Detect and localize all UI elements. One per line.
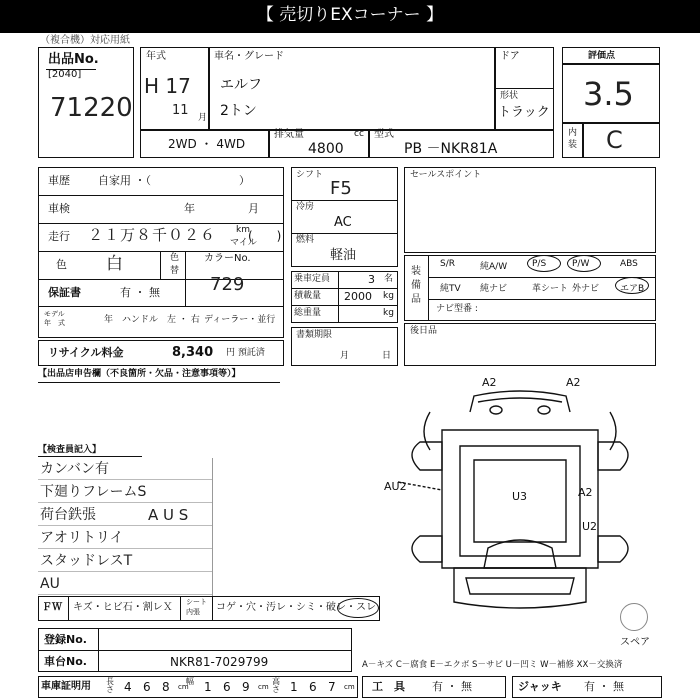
dims-label: 車庫証明用 — [41, 681, 91, 692]
year-month-unit: 月 — [198, 113, 208, 123]
sales-point-label: セールスポイント — [410, 170, 482, 180]
tools-value: 有 ・ 無 — [432, 680, 472, 693]
warranty-label: 保証書 — [48, 286, 81, 299]
dims-unit: cm — [178, 683, 189, 691]
header-subtitle: （複合機）対応用紙 — [40, 35, 130, 46]
dims-group-label: 長さ — [106, 677, 114, 694]
jack-value: 有 ・ 無 — [584, 680, 624, 693]
damage-mark: U2 — [582, 520, 598, 533]
equipment-option: P/W — [572, 259, 590, 269]
damage-mark: U3 — [512, 490, 528, 503]
mileage-unit-mile: マイル — [230, 238, 257, 248]
seats-value: 3 — [368, 273, 375, 286]
dims-digit: 1 — [290, 680, 298, 694]
defect-items: キズ・ヒビ石・割レＸ — [73, 602, 173, 613]
chassis-label: 車台No. — [44, 655, 87, 668]
seller-notes-label: 【出品店申告欄（不良箇所・欠品・注意事項等）】 — [38, 369, 241, 379]
equipment-option: エアB — [620, 284, 645, 294]
equipment-option: ABS — [620, 259, 638, 269]
recycle-label: リサイクル料金 — [48, 346, 124, 359]
inspector-note: 荷台鉄張 — [40, 507, 96, 523]
load-unit: kg — [383, 291, 394, 301]
damage-mark: A2 — [578, 486, 593, 499]
dims-digit: 9 — [242, 680, 250, 694]
handle-value: ハンドル 左 ・ 右 — [122, 315, 200, 325]
year-month: 11 — [172, 103, 189, 118]
vehicle-damage-diagram — [370, 372, 670, 612]
score-label: 評価点 — [588, 51, 616, 61]
dims-group-label: 幅 — [186, 677, 194, 686]
car-name: エルフ — [220, 77, 262, 93]
equipment-option: 外ナビ — [572, 284, 600, 294]
fuel-value: 軽油 — [330, 248, 357, 263]
color-code-value: 729 — [210, 274, 245, 295]
lot-tag: [2040] — [48, 69, 82, 80]
equipment-option: 純A/W — [480, 262, 508, 272]
registration-label: 登録No. — [44, 633, 87, 646]
mileage-unit-km: km — [236, 225, 250, 235]
mileage-value: ２１万８千０２６ — [88, 226, 217, 244]
equipment-option: 純TV — [440, 284, 461, 294]
load-label: 積載量 — [294, 291, 322, 301]
spare-label: スペア — [620, 637, 650, 648]
dims-unit: cm — [344, 683, 355, 691]
dims-digit: 8 — [162, 680, 170, 694]
dims-digit: 1 — [204, 680, 212, 694]
displacement-value: 4800 — [308, 141, 344, 157]
equipment-circle — [615, 277, 649, 294]
lot-label: 出品No. — [48, 52, 99, 67]
doc-deadline-month: 月 — [340, 351, 350, 361]
inspector-note: アオリトリイ — [40, 530, 124, 546]
equipment-label: 装備品 — [411, 266, 421, 305]
dims-digit: 6 — [143, 680, 151, 694]
color-value: 白 — [106, 254, 123, 274]
banner-title: 【 売切りEXコーナー 】 — [256, 5, 444, 25]
dealer-value: ディーラー・並行 — [204, 315, 276, 325]
color-swap-top: 色 — [170, 253, 180, 263]
spare-icon — [620, 603, 648, 631]
inspector-note: 下廻りフレームS — [40, 484, 147, 500]
dims-digit: 7 — [328, 680, 336, 694]
equipment-circle — [567, 255, 601, 272]
warranty-value: 有 ・ 無 — [120, 286, 160, 299]
displacement-label: 排気量 — [274, 129, 304, 140]
inspector-side-note: A U S — [148, 506, 189, 524]
door-label: ドア — [500, 51, 520, 62]
equipment-circle — [527, 255, 561, 272]
shape-label: 形状 — [500, 91, 519, 101]
lot-number: 71220 — [50, 93, 133, 123]
shaken-year-unit: 年 — [184, 202, 195, 215]
defect-seat-bottom: 内張 — [186, 608, 200, 616]
history-value: 自家用 ・（ ） — [98, 174, 250, 187]
chassis-value: NKR81-7029799 — [170, 655, 269, 669]
dims-unit: cm — [258, 683, 269, 691]
equipment-option: S/R — [440, 259, 455, 269]
defect-fw: ＦＷ — [42, 602, 62, 613]
inspector-note: AU — [40, 576, 60, 592]
dims-group-label: 高さ — [272, 677, 280, 694]
model-year-unit: 年 — [104, 315, 114, 325]
accessories-box — [404, 323, 656, 366]
inspector-label: 【検査員記入】 — [38, 445, 102, 455]
jack-label: ジャッキ — [518, 680, 562, 693]
accessories-label: 後日品 — [410, 326, 438, 336]
shaken-label: 車検 — [48, 202, 70, 215]
dims-digit: 6 — [309, 680, 317, 694]
drive-label: 2WD ・ 4WD — [168, 137, 246, 151]
load-value: 2000 — [344, 290, 372, 303]
year-era: H 17 — [144, 74, 191, 98]
doc-deadline-day: 日 — [382, 351, 392, 361]
recycle-unit: 円 預託済 — [226, 348, 265, 358]
damage-mark: A2 — [482, 376, 497, 389]
tools-label: 工 具 — [372, 680, 405, 693]
car-name-label: 車名・グレード — [214, 51, 284, 62]
model-label: 型式 — [374, 129, 394, 140]
aircon-label: 冷房 — [296, 202, 315, 212]
inspector-note: カンバン有 — [40, 461, 110, 477]
model-year-label-bottom: 年 式 — [44, 319, 65, 327]
displacement-unit: cc — [354, 129, 364, 139]
equipment-option: P/S — [532, 259, 547, 269]
seats-unit: 名 — [384, 274, 394, 284]
interior-value: C — [606, 126, 623, 154]
legend: A－キズ C－腐食 E－エクボ S－サビ U－凹ミ W－補修 XX－交換済 — [362, 660, 623, 670]
shaken-month-unit: 月 — [248, 202, 259, 215]
year-label: 年式 — [146, 51, 166, 62]
interior-label: 内装 — [568, 128, 578, 150]
doc-deadline-label: 書類期限 — [296, 330, 333, 340]
damage-mark: AU2 — [384, 480, 407, 493]
dims-digit: 4 — [124, 680, 132, 694]
total-unit: kg — [383, 308, 394, 318]
color-swap-bottom: 替 — [170, 266, 180, 276]
equipment-option: 革シート — [532, 284, 569, 294]
color-code-label: カラーNo. — [204, 253, 251, 264]
equipment-option: 純ナビ — [480, 284, 508, 294]
model-value: PB －NKR81A — [404, 141, 498, 157]
color-label: 色 — [56, 258, 67, 271]
damage-mark: A2 — [566, 376, 581, 389]
navi-label: ナビ型番 : — [436, 304, 478, 314]
shift-label: シフト — [296, 170, 324, 180]
defect-seat-top: シート — [186, 598, 207, 606]
dims-digit: 6 — [223, 680, 231, 694]
model-year-label-top: モデル — [44, 310, 65, 318]
recycle-value: 8,340 — [172, 345, 214, 360]
history-label: 車歴 — [48, 174, 70, 187]
inspector-note: スタッドレスT — [40, 553, 133, 569]
seats-label: 乗車定員 — [294, 274, 331, 284]
aircon-value: AC — [334, 215, 352, 230]
car-grade: 2トン — [220, 103, 257, 119]
mileage-label: 走行 — [48, 230, 70, 243]
defect-other: コゲ・穴・汚レ・シミ・破レ・スレ — [216, 602, 376, 613]
total-label: 総重量 — [294, 308, 322, 318]
fuel-label: 燃料 — [296, 235, 315, 245]
shift-value: F5 — [330, 178, 352, 199]
score-value: 3.5 — [583, 75, 634, 113]
mileage-paren: ( ) — [248, 229, 282, 243]
shape-value: トラック — [498, 105, 550, 120]
